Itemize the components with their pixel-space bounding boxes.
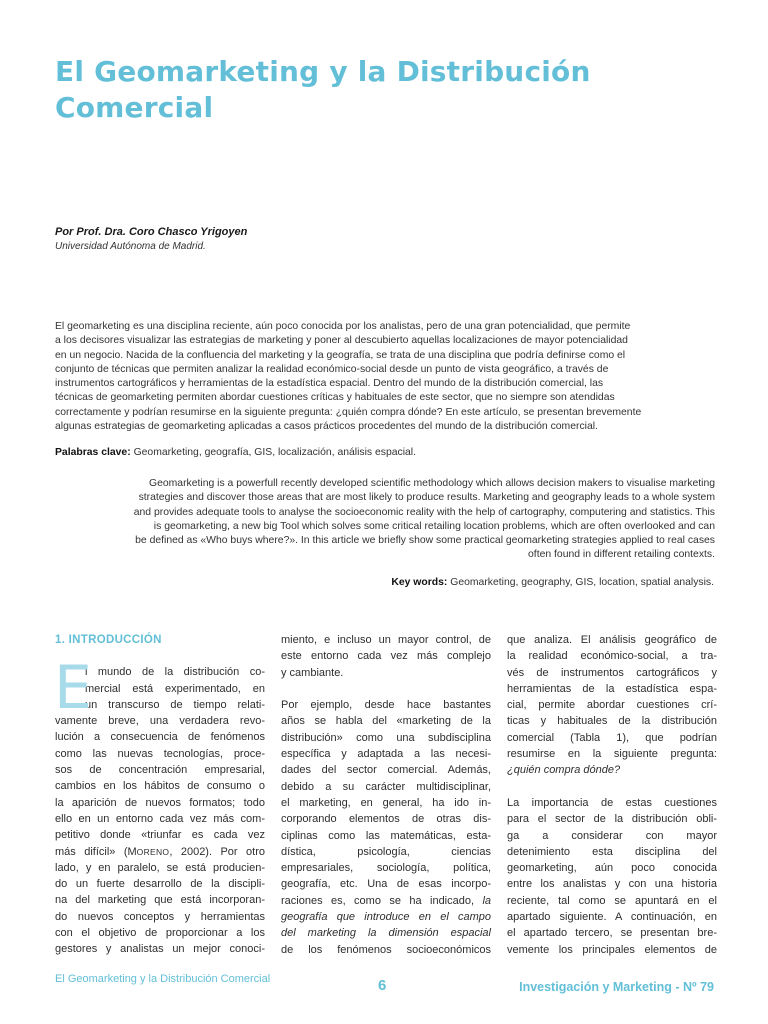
- body-italic-line: del marketing la dimensión espacial: [281, 927, 491, 940]
- body-line: miento, e incluso un mayor control, de: [281, 634, 491, 646]
- body-line: apartado siguiente. A continuación, en: [507, 911, 717, 924]
- body-line: petitivo donde «triunfar es cada vez: [55, 829, 265, 842]
- keywords-spanish: [55, 447, 416, 458]
- keywords-spanish-text: Geomarketing, geografía, GIS, localización, análisis espacial.: [130, 447, 416, 458]
- footer-page-number: 6: [378, 977, 387, 994]
- body-line: resumirse en la siguiente pregunta:: [507, 748, 717, 761]
- body-line: do un fuerte desarrollo de la discipli-: [55, 878, 265, 891]
- body-line: geografía, etc. Una de esas incorpo-: [281, 878, 491, 891]
- citation-author-rest: ORENO: [136, 846, 170, 857]
- body-line: y cambiante.: [281, 666, 344, 679]
- abstract-line: técnicas de geomarketing permiten abordar cuestiones críticas y habituales de este sector, que no siempre son atendidas: [55, 392, 615, 404]
- abstract-spanish: [55, 320, 715, 434]
- body-line-mixed: [281, 893, 491, 909]
- citation-pre: más difícil» (: [55, 845, 128, 858]
- body-line: dística, psicología, ciencias: [281, 845, 491, 858]
- keywords-spanish-label: Palabras clave:: [55, 447, 131, 458]
- abstract-line: correctamente y podrían resumirse en la siguiente pregunta: ¿quién compra dónde? En este artículo, se presentan brevemente: [55, 406, 642, 418]
- article-title-line-2: Comercial: [55, 91, 214, 124]
- body-line: dades del sector comercial. Además,: [281, 764, 491, 777]
- body-line: un transcurso de tiempo relati-: [85, 698, 265, 711]
- citation-author-initial: M: [127, 845, 137, 858]
- body-line: distribución» como una subdisciplina: [281, 731, 491, 744]
- author-affiliation: Universidad Autónoma de Madrid.: [55, 241, 206, 252]
- body-question: ¿quién compra dónde?: [507, 764, 621, 777]
- abstract-line: en un negocio. Nacida de la confluencia del marketing y la geografía, se trata de una disciplina que podría definirse como el: [55, 349, 626, 361]
- body-line: que analiza. El análisis geográfico de: [507, 634, 717, 646]
- body-line: geomarketing, aún poco conocida: [507, 862, 717, 875]
- body-line: el apartado tercero, se presentan bre-: [507, 927, 717, 940]
- body-line: reciente, tal como se apuntará en el: [507, 894, 717, 907]
- citation-line: [55, 844, 265, 860]
- body-line: con el objetivo de proporcionar a los: [55, 927, 265, 940]
- body-line: sos de concentración empresarial,: [55, 764, 265, 777]
- body-italic-text: la: [482, 894, 491, 907]
- abstract-en-line: be defined as «Who buys where?». In this article we briefly show some practical geomarketing strategies applied to real cases: [135, 535, 715, 547]
- body-line: l mundo de la distribución co-: [85, 666, 265, 679]
- body-line: vamente breve, una verdadera revo-: [55, 715, 265, 728]
- body-line: comercial (Tabla 1), que podrían: [507, 731, 717, 744]
- body-line: para el sector de la distribución obli-: [507, 813, 717, 826]
- body-text: raciones es, como se ha indicado,: [281, 894, 483, 907]
- body-line: empresariales, sociología, política,: [281, 862, 491, 875]
- footer-journal-issue: Investigación y Marketing - Nº 79: [519, 980, 714, 994]
- body-line: Por ejemplo, desde hace bastantes: [281, 699, 491, 712]
- body-line: de los fenómenos socioeconómicos: [281, 943, 491, 956]
- article-title: [55, 54, 695, 126]
- body-line: cial, permite abordar cuestiones crí-: [507, 699, 717, 712]
- citation-post: , 2002). Por otro: [169, 845, 265, 858]
- body-line: lución a consecuencia de fenómenos: [55, 731, 265, 744]
- body-line: La importancia de estas cuestiones: [507, 796, 717, 809]
- body-line: entre los analistas y con una historia: [507, 878, 717, 891]
- keywords-english-text: Geomarketing, geography, GIS, location, spatial analysis.: [447, 577, 714, 588]
- body-line: ticas y habituales de la distribución: [507, 715, 717, 728]
- body-italic-line: geografía que introduce en el campo: [281, 911, 491, 924]
- abstract-en-line: strategies and discover those areas that are most likely to produce results. Marketing and geography leads to a whole system: [138, 492, 715, 504]
- body-line: vés de instrumentos cartográficos y: [507, 666, 717, 679]
- abstract-line: conjunto de técnicas que permiten analizar la realidad económico-social desde un punto de vista geográfico, a través de: [55, 363, 609, 375]
- abstract-line: a los decisores visualizar las estrategias de marketing y poner al descubierto aquellas localizaciones de mayor potencialidad: [55, 335, 628, 347]
- body-line: específica y adaptada a las necesi-: [281, 748, 491, 761]
- body-line: herramientas de la estadística espa-: [507, 682, 717, 695]
- body-line: la aparición de nuevos formatos; todo: [55, 796, 265, 809]
- dropcap-letter: E: [54, 653, 92, 724]
- body-column-2: [281, 632, 491, 958]
- body-line: años se habla del «marketing de la: [281, 715, 491, 728]
- body-line: ello en un entorno cada vez más com-: [55, 812, 265, 825]
- abstract-en-line: often found in different retailing contexts.: [528, 549, 715, 561]
- body-line: la realidad económico-social, a tra-: [507, 650, 717, 663]
- body-line: detenimiento esta disciplina del: [507, 845, 717, 858]
- keywords-english: [391, 577, 714, 588]
- abstract-en-line: and provides adequate tools to analyse the socioeconomic reality with the help of cartography, computering and statistics. This: [133, 506, 715, 518]
- body-column-3: [507, 632, 717, 958]
- abstract-english: [50, 477, 715, 563]
- paragraph-gap: [281, 681, 491, 697]
- body-line: vemente los principales elementos de: [507, 943, 717, 956]
- body-line: lado, y en paralelo, se está producien-: [55, 861, 265, 874]
- abstract-line: algunas estrategias de geomarketing aplicadas a casos prácticos procedentes del mundo de la distribución comercial.: [55, 421, 598, 433]
- body-line: el marketing, en general, ha ido in-: [281, 796, 491, 809]
- paragraph-gap: [507, 779, 717, 795]
- body-line: do nuevos conceptos y herramientas: [55, 910, 265, 923]
- body-line: na del marketing que está incorporan-: [55, 894, 265, 907]
- body-line: gestores y analistas un mejor conoci-: [55, 943, 265, 956]
- author-name: Por Prof. Dra. Coro Chasco Yrigoyen: [55, 226, 248, 238]
- footer-running-title: El Geomarketing y la Distribución Comercial: [55, 973, 271, 985]
- body-line: ga a considerar con mayor: [507, 829, 717, 842]
- body-line: debido a su carácter multidisciplinar,: [281, 780, 491, 793]
- body-line: corporando elementos de otras dis-: [281, 813, 491, 826]
- abstract-en-line: Geomarketing is a powerfull recently developed scientific methodology which allows decision makers to visualise marketing: [149, 478, 715, 489]
- abstract-en-line: is geomarketing, a new big Tool which solves some critical retailing location problems, which are often overlooked and can: [153, 520, 715, 532]
- abstract-line: instrumentos cartográficos y herramientas de la estadística espacial. Dentro del mundo de la distribución comercial, las: [55, 378, 604, 390]
- section-heading: 1. INTRODUCCIÓN: [55, 634, 162, 646]
- abstract-line: El geomarketing es una disciplina reciente, aún poco conocida por los analistas, pero de una gran potencialidad, que permite: [55, 321, 631, 332]
- body-column-1: [55, 632, 265, 958]
- body-line: mercial está experimentado, en: [85, 682, 265, 695]
- body-line: cambios en los hábitos de consumo o: [55, 780, 265, 793]
- body-line: este entorno cada vez más complejo: [281, 650, 491, 663]
- article-title-line-1: El Geomarketing y la Distribución: [55, 55, 591, 88]
- body-line: como las nuevas tecnologías, proce-: [55, 747, 265, 760]
- keywords-english-label: Key words:: [391, 577, 448, 588]
- body-line: ciplinas como las matemáticas, esta-: [281, 829, 491, 842]
